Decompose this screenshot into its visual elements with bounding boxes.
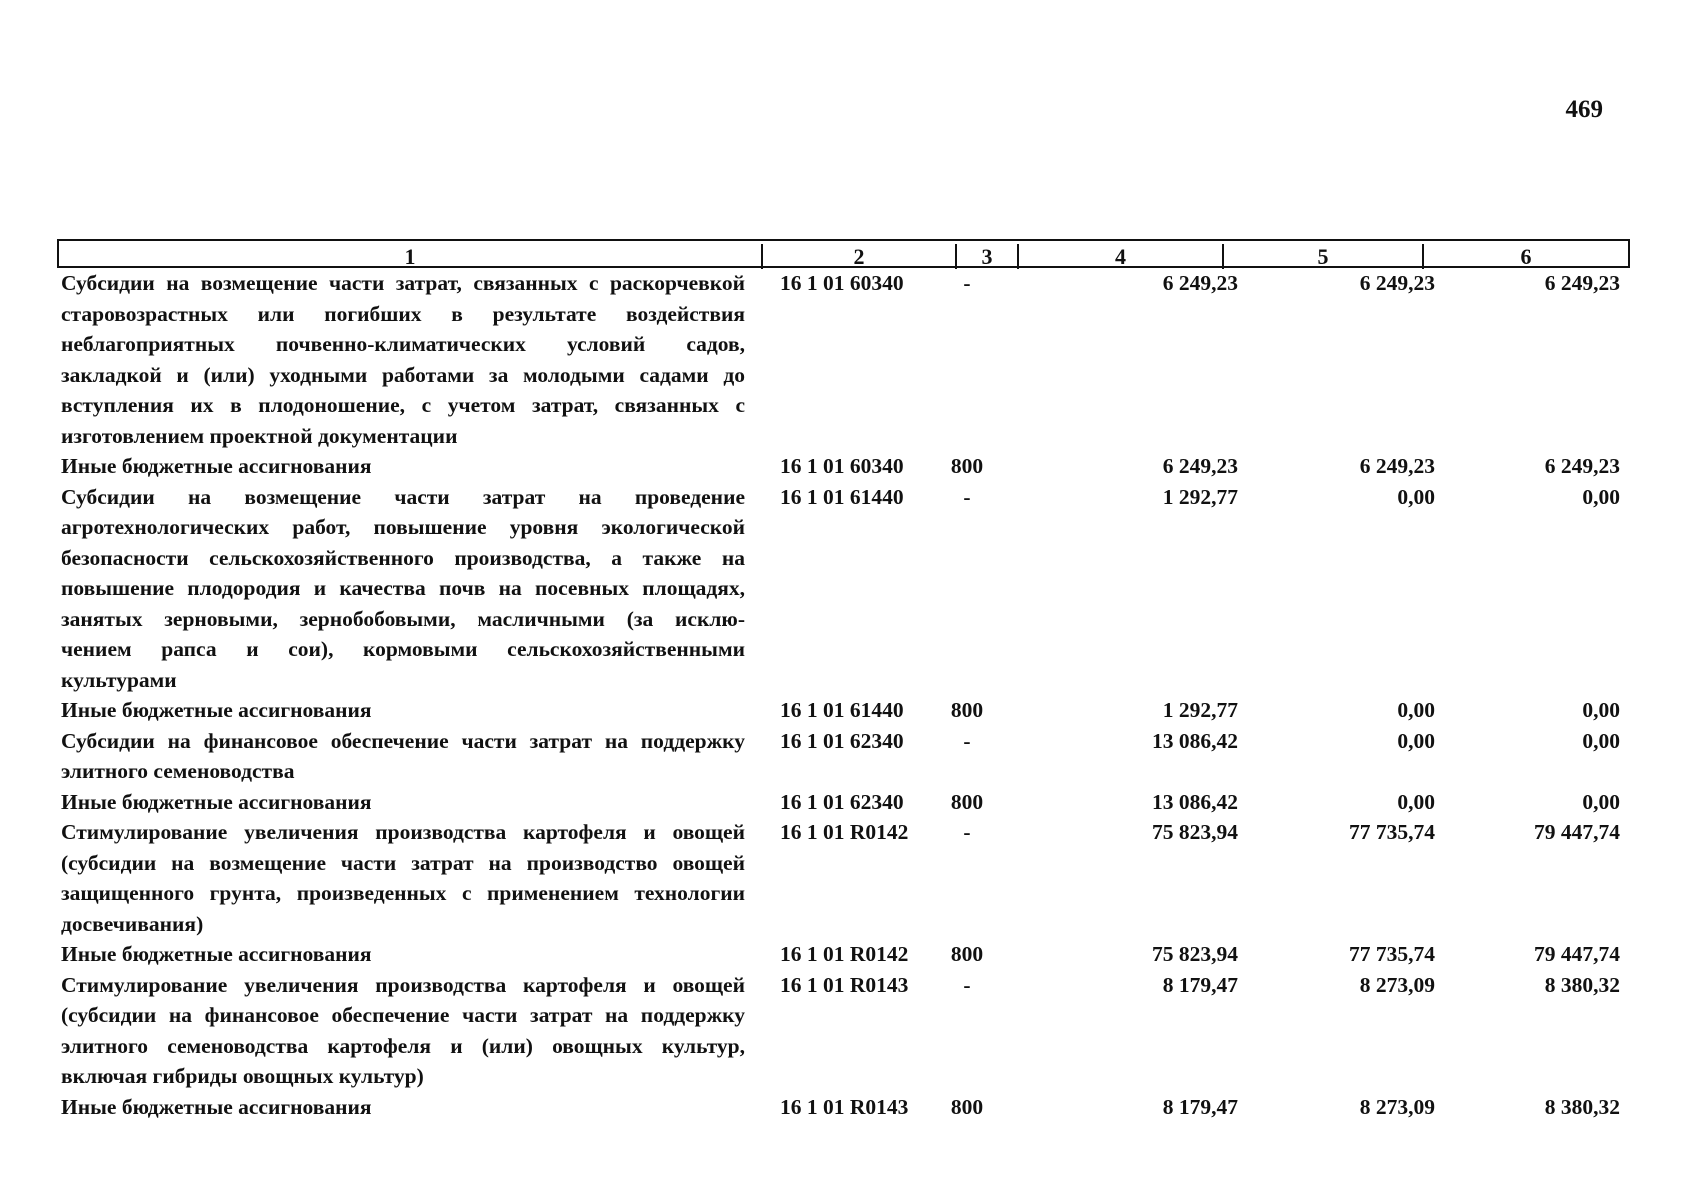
row-name-line: неблагоприятных почвенно-климатических условий садов, [61,332,745,356]
row-name [57,726,745,787]
row-name-line: занятых зерновыми, зернобобовыми, масличными (за исклю- [61,606,745,631]
row-expense-type: 800 [950,942,984,966]
row-name-line: повышение плодородия и качества почв на посевных площадях, [61,576,745,600]
row-value-col6: 8 380,32 [1544,1094,1620,1119]
row-name [57,268,745,451]
row-code: 16 1 01 62340 [780,728,904,753]
table-row [57,695,1630,726]
row-name-line: (субсидии на возмещение части затрат на производство овощей [61,850,745,875]
row-name [57,787,745,818]
row-name-line: Иные бюджетные ассигнования [61,454,372,478]
row-name-line: старовозрастных или погибших в результате воздействия [61,301,745,326]
table-row [57,970,1630,1092]
row-value-col5: 6 249,23 [1359,271,1435,295]
row-code: 16 1 01 61440 [780,484,904,509]
row-expense-type: 800 [950,454,984,478]
row-name-line: Субсидии на финансовое обеспечение части затрат на поддержку [61,728,745,753]
row-value-col5: 77 735,74 [1349,820,1435,844]
header-col-3: 3 [957,244,1019,269]
row-name-line: Субсидии на возмещение части затрат, связанных с раскорчевкой [61,271,745,295]
row-value-col5: 8 273,09 [1359,972,1435,997]
row-value-col5: 77 735,74 [1349,942,1435,966]
row-name-line: Субсидии на возмещение части затрат на проведение [61,484,745,509]
row-value-col4: 1 292,77 [1162,484,1238,509]
row-name [57,695,745,726]
row-code: 16 1 01 62340 [780,789,904,814]
row-value-col6: 0,00 [1582,728,1620,753]
row-value-col4: 75 823,94 [1152,820,1238,844]
row-value-col4: 6 249,23 [1162,454,1238,478]
header-col-6: 6 [1520,244,1532,269]
row-name-line: включая гибриды овощных культур) [61,1064,424,1088]
row-code: 16 1 01 60340 [780,271,904,295]
header-col-1: 1 [59,244,763,269]
row-value-col6: 0,00 [1582,789,1620,814]
row-value-col5: 0,00 [1397,789,1435,814]
table-row [57,726,1630,787]
row-name-line: элитного семеноводства картофеля и (или) овощных культур, [61,1033,745,1058]
row-value-col5: 6 249,23 [1359,454,1435,478]
header-col-2: 2 [763,244,957,269]
row-value-col4: 75 823,94 [1152,942,1238,966]
row-name-line: защищенного грунта, произведенных с применением технологии [61,881,745,905]
row-value-col4: 6 249,23 [1162,271,1238,295]
row-name-line: досвечивания) [61,911,204,936]
row-value-col6: 0,00 [1582,484,1620,509]
row-name-line: культурами [61,667,177,692]
table-header-row [57,239,1630,268]
row-expense-type: - [963,484,971,509]
row-name-line: Иные бюджетные ассигнования [61,789,372,814]
row-value-col6: 8 380,32 [1544,972,1620,997]
header-col-4: 4 [1019,244,1224,269]
row-name [57,482,745,696]
row-value-col4: 13 086,42 [1152,728,1238,753]
row-expense-type: 800 [950,789,984,814]
budget-table [57,239,1630,1122]
row-value-col6: 79 447,74 [1534,942,1620,966]
row-value-col6: 6 249,23 [1544,271,1620,295]
row-expense-type: 800 [950,698,984,722]
row-value-col5: 8 273,09 [1359,1094,1435,1119]
header-col-5: 5 [1224,244,1424,269]
row-value-col5: 0,00 [1397,484,1435,509]
row-name-line: (субсидии на финансовое обеспечение части затрат на поддержку [61,1003,745,1027]
row-name-line: вступления их в плодоношение, с учетом затрат, связанных с [61,393,745,417]
table-row [57,451,1630,482]
row-expense-type: - [963,972,971,997]
row-value-col5: 0,00 [1397,698,1435,722]
row-value-col6: 0,00 [1582,698,1620,722]
table-row [57,482,1630,696]
row-value-col4: 13 086,42 [1152,789,1238,814]
table-row [57,787,1630,818]
row-name-line: Иные бюджетные ассигнования [61,698,372,722]
row-name [57,1092,745,1123]
row-name [57,939,745,970]
table-row [57,817,1630,939]
row-expense-type: - [963,271,971,295]
row-name-line: изготовлением проектной документации [61,423,458,448]
row-code: 16 1 01 R0142 [780,820,909,844]
row-name-line: чением рапса и сои), кормовыми сельскохозяйственными [61,637,745,661]
row-name [57,970,745,1092]
row-code: 16 1 01 61440 [780,698,904,722]
table-row [57,939,1630,970]
row-value-col4: 8 179,47 [1162,972,1238,997]
page-number: 469 [1565,96,1603,123]
row-value-col6: 6 249,23 [1544,454,1620,478]
row-name-line: безопасности сельскохозяйственного производства, а также на [61,545,745,570]
row-name-line: закладкой и (или) уходными работами за молодыми садами до [61,362,745,387]
row-name [57,817,745,939]
row-expense-type: - [963,728,971,753]
row-code: 16 1 01 R0143 [780,1094,909,1119]
row-code: 16 1 01 R0143 [780,972,909,997]
row-expense-type: - [963,820,971,844]
row-expense-type: 800 [950,1094,984,1119]
table-body [57,268,1630,1122]
row-name-line: Иные бюджетные ассигнования [61,1094,372,1119]
row-code: 16 1 01 60340 [780,454,904,478]
row-value-col4: 1 292,77 [1162,698,1238,722]
row-value-col6: 79 447,74 [1534,820,1620,844]
table-row [57,1092,1630,1123]
row-value-col4: 8 179,47 [1162,1094,1238,1119]
row-code: 16 1 01 R0142 [780,942,909,966]
row-name-line: Иные бюджетные ассигнования [61,942,372,966]
row-value-col5: 0,00 [1397,728,1435,753]
row-name-line: Стимулирование увеличения производства картофеля и овощей [61,972,745,997]
row-name-line: агротехнологических работ, повышение уровня экологической [61,515,745,539]
row-name-line: Стимулирование увеличения производства картофеля и овощей [61,820,745,844]
row-name-line: элитного семеноводства [61,759,295,783]
row-name [57,451,745,482]
table-row [57,268,1630,451]
